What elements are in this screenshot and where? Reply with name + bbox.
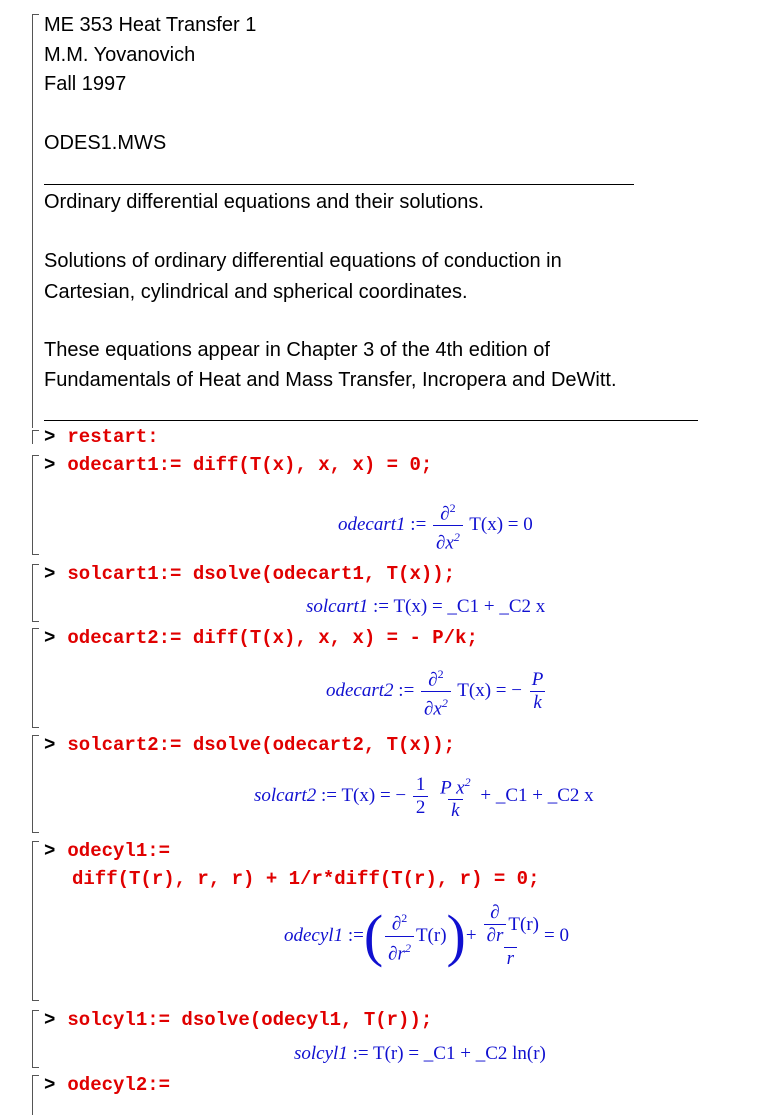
odecart1-output xyxy=(338,497,533,555)
restart-command[interactable] xyxy=(44,426,159,448)
odecart1-group-bracket xyxy=(32,455,33,555)
command-text[interactable]: solcart2:= dsolve(odecart2, T(x)); xyxy=(67,734,456,756)
odecyl2-group-bracket xyxy=(32,1075,33,1115)
exponent: 2 xyxy=(449,501,456,515)
solcart2-output xyxy=(254,771,594,822)
solcyl1-output xyxy=(294,1043,546,1065)
numerator-px: P x xyxy=(440,777,465,799)
output-name: solcyl1 xyxy=(294,1043,348,1064)
prompt-symbol: > xyxy=(44,734,56,756)
numerator-derivative xyxy=(479,902,542,947)
assign-op: := xyxy=(352,1043,369,1064)
prompt-symbol: > xyxy=(44,1074,56,1096)
second-derivative-fraction xyxy=(421,663,451,721)
exponent: 2 xyxy=(453,530,460,545)
exponent: 2 xyxy=(464,775,471,789)
author-name: M.M. Yovanovich xyxy=(44,44,196,66)
output-name: solcart2 xyxy=(254,785,317,807)
solcart2-group-bracket xyxy=(32,735,33,833)
output-tail: = 0 xyxy=(543,925,569,946)
command-text[interactable]: solcyl1:= dsolve(odecyl1, T(r)); xyxy=(67,1009,433,1031)
command-text[interactable]: odecyl2:= xyxy=(67,1074,171,1096)
reference-line-1: These equations appear in Chapter 3 of the 4th edition of xyxy=(44,339,550,361)
odecart1-command[interactable] xyxy=(44,454,432,476)
output-tail: + _C1 + _C2 x xyxy=(480,785,594,807)
partial-r: ∂r xyxy=(388,942,405,964)
exponent: 2 xyxy=(401,911,408,926)
output-lhs: T(x) = − xyxy=(341,785,407,807)
prompt-symbol: > xyxy=(44,627,56,649)
function-t: T(r) xyxy=(415,925,447,946)
assign-op: := xyxy=(410,514,427,536)
exponent: 2 xyxy=(404,940,411,955)
assign-op: := xyxy=(321,785,338,807)
solcyl1-group-bracket xyxy=(32,1010,33,1068)
partial-x: ∂x xyxy=(436,532,454,554)
output-mid: T(x) = − xyxy=(457,680,522,702)
output-name: odecart2 xyxy=(326,680,394,702)
course-title: ME 353 Heat Transfer 1 xyxy=(44,14,257,36)
solcart1-output xyxy=(306,596,545,618)
text-group-bracket xyxy=(32,14,33,428)
numerator-p: P xyxy=(531,669,544,691)
numerator-one: 1 xyxy=(415,774,426,796)
output-expression: T(r) = _C1 + _C2 ln(r) xyxy=(373,1043,546,1064)
output-name: odecyl1 xyxy=(284,925,344,946)
solcyl1-command[interactable] xyxy=(44,1009,432,1031)
p-over-k-fraction xyxy=(529,669,547,714)
odecart2-output xyxy=(326,663,548,721)
output-name: odecart1 xyxy=(338,514,406,536)
file-name: ODES1.MWS xyxy=(44,132,167,154)
prompt-symbol: > xyxy=(44,426,56,448)
command-text[interactable]: odecart1:= diff(T(x), x, x) = 0; xyxy=(67,454,433,476)
denominator-two: 2 xyxy=(413,796,429,819)
partial-symbol: ∂ xyxy=(391,913,402,935)
worksheet-subtitle: Ordinary differential equations and their solutions. xyxy=(44,191,484,213)
odecyl2-command[interactable] xyxy=(44,1074,170,1096)
plus-sign: + xyxy=(465,925,477,946)
function-t: T(r) xyxy=(508,913,539,935)
prompt-symbol: > xyxy=(44,1009,56,1031)
output-rhs: T(x) = 0 xyxy=(469,514,533,536)
command-text[interactable]: restart: xyxy=(67,426,159,448)
partial-symbol: ∂ xyxy=(428,669,438,691)
description-line-2: Cartesian, cylindrical and spherical coordinates. xyxy=(44,281,468,303)
divider-bottom xyxy=(44,420,698,421)
denominator-k: k xyxy=(448,799,462,822)
left-paren: ( xyxy=(363,903,384,968)
output-name: solcart1 xyxy=(306,596,369,617)
assign-op: := xyxy=(398,680,415,702)
odecyl1-output xyxy=(284,902,569,970)
prompt-symbol: > xyxy=(44,454,56,476)
restart-group-bracket xyxy=(32,430,33,444)
px2-over-k-fraction xyxy=(437,771,473,822)
exponent: 2 xyxy=(441,696,448,711)
command-text[interactable]: solcart1:= dsolve(odecart1, T(x)); xyxy=(67,563,456,585)
denominator-r: r xyxy=(504,947,517,970)
d-dr-fraction xyxy=(484,902,507,947)
second-derivative-fraction xyxy=(433,497,463,555)
divider-top xyxy=(44,184,634,185)
second-derivative-fraction xyxy=(385,907,414,965)
denominator-k: k xyxy=(530,691,544,714)
partial-symbol: ∂ xyxy=(490,902,500,923)
output-expression: T(x) = _C1 + _C2 x xyxy=(393,596,546,617)
assign-op: := xyxy=(347,925,364,946)
half-fraction xyxy=(413,774,429,819)
term-label: Fall 1997 xyxy=(44,73,127,95)
odecart2-command[interactable] xyxy=(44,627,478,649)
odecyl1-command[interactable] xyxy=(44,840,170,862)
command-text[interactable]: odecart2:= diff(T(x), x, x) = - P/k; xyxy=(67,627,478,649)
assign-op: := xyxy=(373,596,390,617)
exponent: 2 xyxy=(437,667,444,681)
reference-line-2: Fundamentals of Heat and Mass Transfer, Incropera and DeWitt. xyxy=(44,369,617,391)
solcart1-group-bracket xyxy=(32,564,33,622)
partial-r: ∂r xyxy=(484,924,507,947)
solcart2-command[interactable] xyxy=(44,734,455,756)
partial-x: ∂x xyxy=(424,698,442,720)
first-derivative-over-r xyxy=(479,902,542,970)
command-text[interactable]: odecyl1:= xyxy=(67,840,171,862)
description-line-1: Solutions of ordinary differential equations of conduction in xyxy=(44,250,562,272)
right-paren: ) xyxy=(446,903,466,968)
prompt-symbol: > xyxy=(44,840,56,862)
odecart2-group-bracket xyxy=(32,628,33,728)
solcart1-command[interactable] xyxy=(44,563,455,585)
prompt-symbol: > xyxy=(44,563,56,585)
partial-symbol: ∂ xyxy=(440,503,450,525)
odecyl1-command-continuation[interactable]: diff(T(r), r, r) + 1/r*diff(T(r), r) = 0; xyxy=(72,868,540,890)
odecyl1-group-bracket xyxy=(32,841,33,1001)
